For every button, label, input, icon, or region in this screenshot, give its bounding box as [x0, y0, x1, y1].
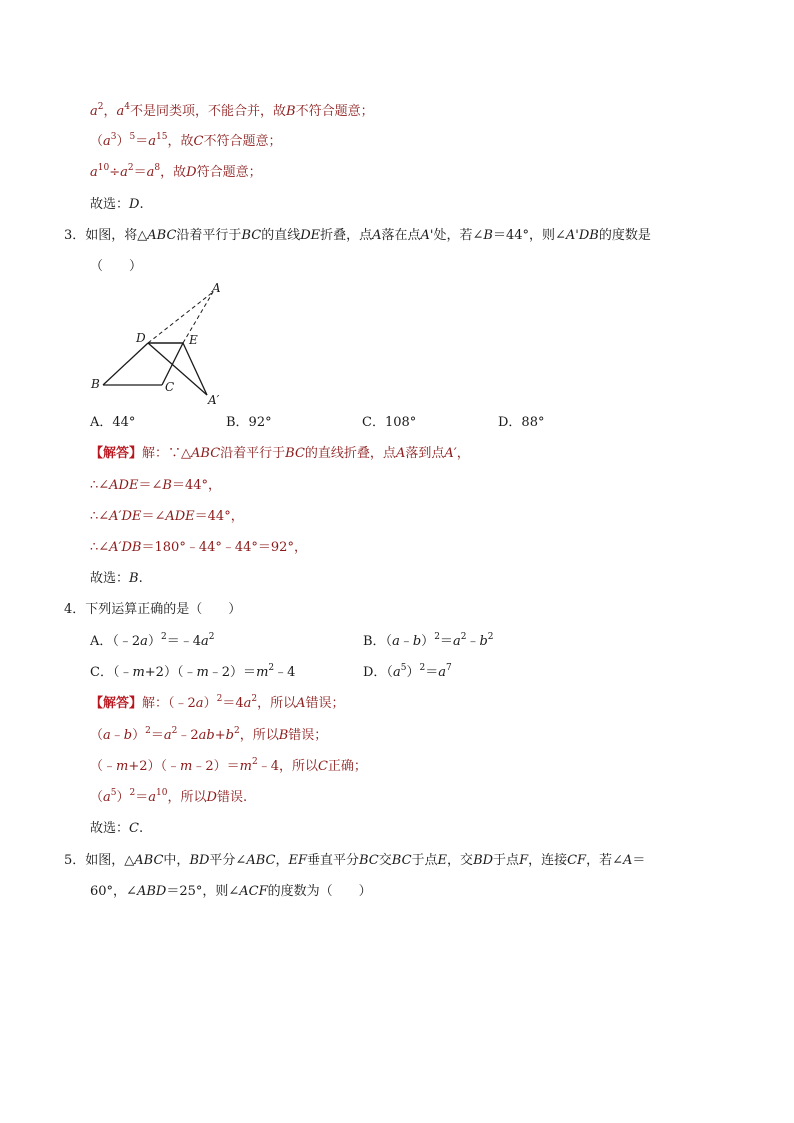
q4-option-b: B．$(a﹣b)^2=a^2﹣b^2$	[363, 632, 494, 649]
q3-solution-line-3: ∴∠A′DE＝∠ADE＝44°，	[90, 509, 244, 524]
label-D: D	[136, 331, 146, 345]
q4-solution-line-2: $(a﹣b)^2=a^2﹣2ab+b^2$，所以B错误；	[90, 726, 328, 743]
prev-solution-line-1: $a^2$，$a^4$不是同类项，不能合并，故B不符合题意；	[90, 102, 374, 119]
seg-EA-dashed	[183, 292, 213, 343]
q5-stem-line-1: 5．如图，△ABC中，BD平分∠ABC，EF垂直平分BC交BC于点E，交BD于点F，连接CF，若∠A＝	[64, 853, 646, 868]
q4-solution-line-3: $(﹣m+2)(﹣m﹣2)=m^2﹣4$，所以C正确；	[90, 757, 367, 774]
q3-paren: （ ）	[90, 259, 143, 274]
prev-answer: 故选：D.	[90, 197, 144, 212]
q3-solution-line-4: ∴∠A′DB＝180°﹣44°﹣44°＝92°，	[90, 540, 307, 555]
seg-DA-dashed	[148, 292, 213, 343]
q4-answer: 故选：C.	[90, 821, 144, 836]
label-A-prime: A′	[208, 393, 220, 407]
q3-solution-line-2: ∴∠ADE＝∠B＝44°，	[90, 478, 221, 493]
label-A: A	[212, 281, 221, 295]
q4-stem: 4．下列运算正确的是（ ）	[64, 602, 242, 617]
q4-solution-line-1: 【解答】解：$(﹣2a)^2=4a^2$，所以A错误；	[90, 694, 345, 711]
q3-option-c: C．108°	[362, 415, 417, 430]
prev-solution-line-2: $(a^3)^5=a^{15}$，故C不符合题意；	[90, 132, 282, 149]
q3-stem: 3．如图，将△ABC沿着平行于BC的直线DE折叠，点A落在点A'处，若∠B＝44°，则∠A'DB的度数是	[64, 228, 651, 243]
seg-BD	[103, 343, 148, 385]
q4-option-d: D．$(a^5)^2=a^7$	[363, 663, 452, 680]
q3-option-b: B．92°	[226, 415, 272, 430]
q3-figure	[85, 280, 245, 410]
q4-option-c: C．$(﹣m+2)(﹣m﹣2)=m^2﹣4$	[90, 663, 296, 680]
q3-option-a: A．44°	[90, 415, 136, 430]
label-E: E	[189, 333, 198, 347]
q3-solution-line-1: 【解答】解：∵△ABC沿着平行于BC的直线折叠，点A落到点A′，	[90, 446, 470, 461]
q4-solution-line-4: $(a^5)^2=a^{10}$，所以D错误.	[90, 788, 248, 805]
label-B: B	[91, 377, 100, 391]
prev-solution-line-3: $a^{10}\div a^2=a^8$，故D符合题意；	[90, 163, 262, 180]
seg-DA2	[148, 343, 207, 395]
label-C: C	[165, 380, 175, 394]
q3-answer: 故选：B.	[90, 571, 143, 586]
q5-stem-line-2: 60°，∠ABD＝25°，则∠ACF的度数为（ ）	[90, 884, 372, 899]
q4-option-a: A．$(﹣2a)^2=﹣4a^2$	[90, 632, 215, 649]
q3-option-d: D．88°	[498, 415, 545, 430]
seg-EA2	[183, 343, 207, 395]
